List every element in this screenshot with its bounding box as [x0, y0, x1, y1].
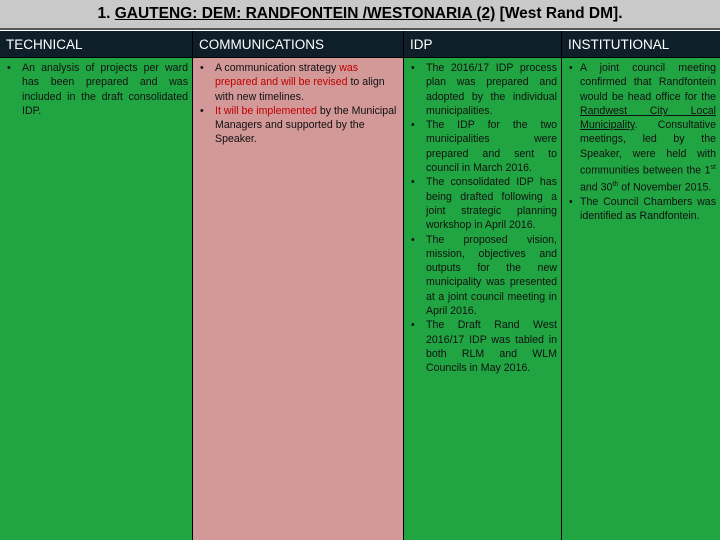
institutional-header: INSTITUTIONAL	[562, 31, 720, 58]
idp-column	[404, 31, 562, 540]
idp-item: • The IDP for the two municipalities were prepared and sent to council in March 2016.	[411, 119, 557, 175]
idp-item: • The 2016/17 IDP process plan was prepared and adopted by the individual municipalities.	[411, 62, 557, 117]
idp-body	[404, 58, 561, 540]
technical-body	[0, 58, 192, 540]
idp-item: • The consolidated IDP has being drafted following a joint strategic planning workshop in April 2016.	[411, 176, 557, 232]
title-suffix: [West Rand DM].	[499, 5, 623, 22]
idp-item: • The proposed vision, mission, objectives and outputs for the new municipality was presented at a joint council meeting in April 2016.	[411, 233, 557, 318]
communications-body	[193, 58, 403, 540]
bullet-icon: •	[569, 195, 573, 208]
institutional-body	[562, 58, 720, 540]
bullet-icon: •	[7, 62, 11, 74]
institutional-column	[562, 31, 720, 540]
technical-column	[0, 31, 193, 540]
title-region: GAUTENG: DEM: RANDFONTEIN /WESTONARIA (2)	[114, 5, 496, 22]
bullet-icon: •	[411, 233, 415, 246]
bullet-icon: •	[411, 176, 415, 189]
communications-item: • It will be implemented by the Municipal Managers and supported by the Speaker.	[200, 104, 397, 146]
bullet-icon: •	[411, 319, 415, 332]
technical-header: TECHNICAL	[0, 31, 192, 58]
title-number: 1.	[97, 5, 111, 22]
communications-column	[193, 31, 404, 540]
idp-item: • The Draft Rand West 2016/17 IDP was tabled in both RLM and WLM Councils in May 2016.	[411, 319, 557, 375]
bullet-icon: •	[200, 104, 204, 117]
idp-header: IDP	[404, 31, 561, 58]
bullet-icon: •	[569, 62, 573, 74]
status-table	[0, 31, 720, 540]
bullet-icon: •	[411, 62, 415, 74]
institutional-item: • The Council Chambers was identified as Randfontein.	[569, 195, 716, 223]
slide-title	[97, 5, 622, 23]
institutional-item: • A joint council meeting confirmed that Randfontein would be head office for the Randwest City Local Municipality. Consultative meetings, led by the Speaker, were held with communities between the 1st and 30th of November 2015.	[569, 62, 716, 194]
communications-item: • A communication strategy was prepared and will be revised to align with new timelines.	[200, 62, 385, 103]
bullet-icon: •	[411, 119, 415, 132]
bullet-icon: •	[200, 62, 204, 74]
technical-item: • An analysis of projects per ward has been prepared and was included in the draft consolidated IDP.	[7, 62, 188, 117]
communications-header: COMMUNICATIONS	[193, 31, 403, 58]
title-bar	[0, 0, 720, 30]
